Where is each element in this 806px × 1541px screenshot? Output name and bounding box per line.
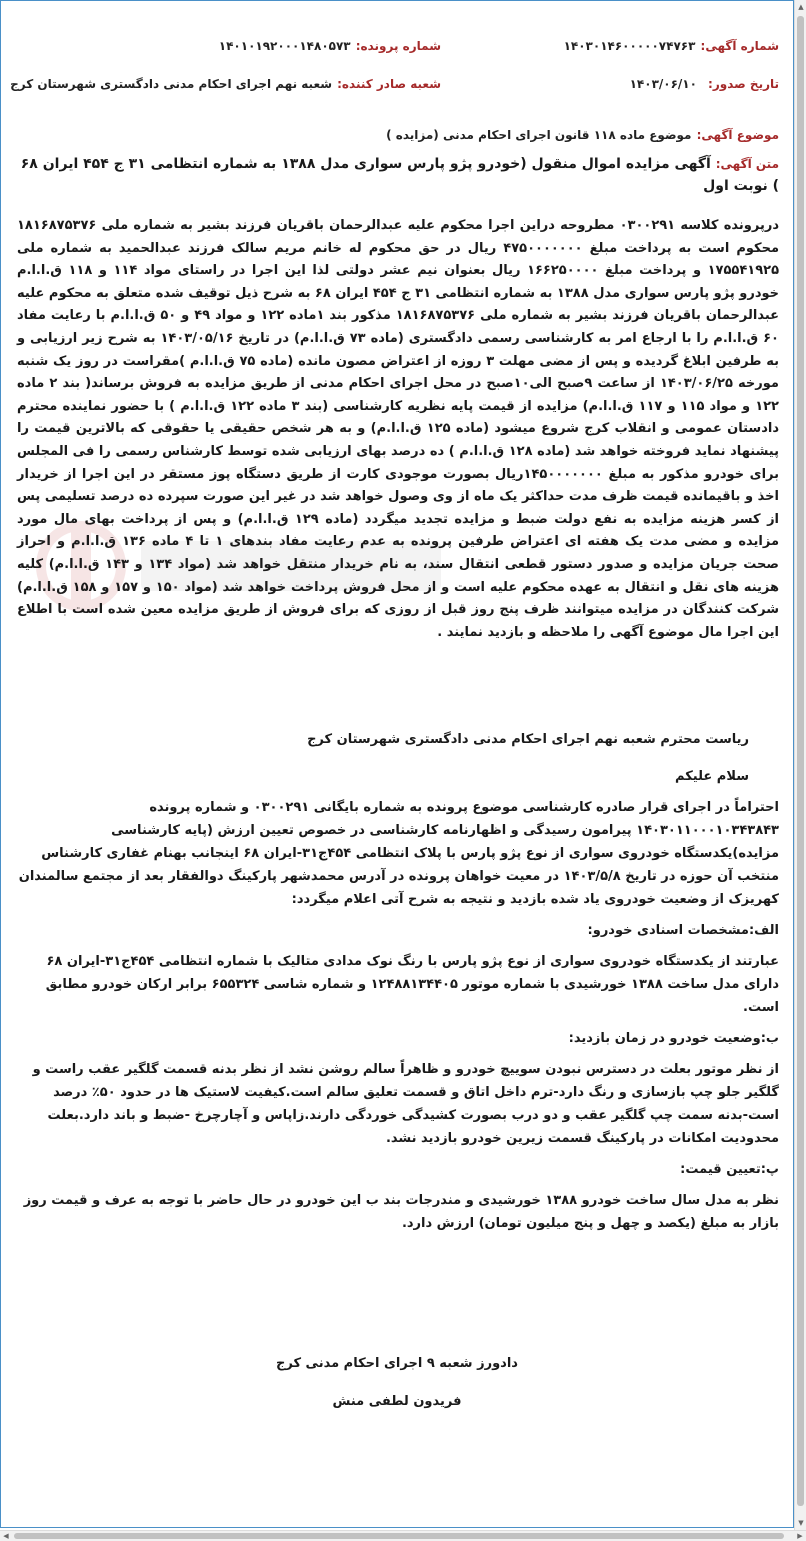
signature-name: فریدون لطفی منش (332, 1394, 462, 1409)
issue-date (630, 73, 779, 92)
ad-subject (386, 124, 779, 143)
ad-title (19, 153, 779, 197)
section-b-title: ب:وضعیت خودرو در زمان بازدید: (568, 1031, 779, 1046)
report-addressee: ریاست محترم شعبه نهم اجرای احکام مدنی دادگستری شهرستان کرج (307, 732, 749, 747)
section-a-title: الف:مشخصات اسنادی خودرو: (587, 923, 779, 938)
issuer-label: شعبه صادر کننده: (337, 77, 441, 91)
scroll-up-icon[interactable]: ▲ (798, 3, 804, 11)
case-number (219, 35, 441, 54)
section-a-text: عبارتند از یکدستگاه خودروی سواری از نوع پژو پارس با رنگ نوک مدادی متالیک با شماره انتظامی ۴۵۴ج۳۱-ایران ۶۸ دارای مدل ساخت ۱۳۸۸ خورشیدی با شماره موتور ۱۲۴۸۸۱۳۴۴۰۵ و شماره شاسی ۶۵۵۳۲۴ برابر ارکان خودرو مطابق است. (45, 954, 779, 1015)
horizontal-scrollbar[interactable] (0, 1530, 806, 1541)
report-intro: احتراماً در اجرای قرار صادره کارشناسی موضوع پرونده به شماره بایگانی ۰۳۰۰۲۹۱ و شماره پرونده ۱۴۰۳۰۱۱۰۰۰۱۰۳۴۳۸۴۳ پیرامون رسیدگی و اظهارنامه کارشناسی در خصوص تعیین ارزش (پایه کارشناسی مزایده)یکدستگاه خودروی سواری از نوع پژو پارس با پلاک انتظامی ۴۵۴ج۳۱-ایران ۶۸ اینجانب بهنام غفاری کارشناس منتخب آن حوزه در تاریخ ۱۴۰۳/۵/۸ در معیت خواهان پرونده در آدرس محمدشهر پارکینگ دوالفقار بعد از مجتمع سالمندان کهریزک از وضعیت خودروی یاد شده بازدید و نتیجه به شرح آتی اعلام میگردد: (18, 800, 779, 907)
ad-number (564, 35, 779, 54)
signature-title: دادورز شعبه ۹ اجرای احکام مدنی کرج (276, 1356, 518, 1371)
issuer-value: شعبه نهم اجرای احکام مدنی دادگستری شهرستان کرج (10, 77, 333, 91)
section-c-text: نظر به مدل سال ساخت خودرو ۱۳۸۸ خورشیدی و مندرجات بند ب این خودرو در حال حاضر با توجه به عرف و قیمت روز بازار به مبلغ (یکصد و چهل و پنج میلیون تومان) ارزش دارد. (23, 1193, 779, 1231)
ad-text-label: متن آگهی: (715, 157, 779, 171)
vertical-scrollbar[interactable] (794, 0, 806, 1530)
section-c-title: پ:تعیین قیمت: (680, 1162, 779, 1177)
case-number-value: ۱۴۰۱۰۱۹۲۰۰۰۱۴۸۰۵۷۳ (218, 39, 351, 53)
expert-report (17, 728, 779, 1235)
issue-date-value: ۱۴۰۳/۰۶/۱۰ (629, 77, 697, 91)
report-greeting: سلام علیکم (675, 769, 749, 784)
section-b-text: از نظر موتور بعلت در دسترس نبودن سوییچ خودرو و ظاهراً سالم روشن نشد از نظر بدنه قسمت گلگیر عقب راست و گلگیر جلو چپ بازسازی و رنگ دارد-ترم داخل اتاق و قسمت تعلیق سالم است.کیفیت لاستیک ها در حدود ۵۰٪ درصد است-بدنه سمت چپ گلگیر عقب و دو درب بصورت کشیدگی خوردگی دارند.زاپاس و آچارچرخ -ضبط و باند دارد.بعلت محدودیت امکانات در پارکینگ قسمت زیرین خودرو بازدید نشد. (32, 1062, 779, 1146)
horizontal-scroll-thumb[interactable] (14, 1533, 784, 1539)
case-number-label: شماره پرونده: (355, 39, 441, 53)
scroll-down-icon[interactable]: ▼ (798, 1519, 804, 1527)
issuer (10, 73, 441, 92)
vertical-scroll-thumb[interactable] (797, 16, 804, 1506)
ad-number-label: شماره آگهی: (700, 39, 779, 53)
ad-number-value: ۱۴۰۳۰۱۴۶۰۰۰۰۰۷۴۷۶۳ (563, 39, 696, 53)
subject-label: موضوع آگهی: (696, 128, 779, 142)
subject-value: موضوع ماده ۱۱۸ قانون اجرای احکام مدنی (مزایده ) (386, 128, 692, 142)
ad-title-text: آگهی مزایده اموال منقول (خودرو پژو پارس سواری مدل ۱۳۸۸ به شماره انتظامی ۳۱ ج ۴۵۴ ایران ۶۸ ) نوبت اول (20, 156, 779, 194)
scroll-right-icon[interactable]: ▶ (797, 1532, 803, 1540)
scroll-left-icon[interactable]: ◀ (3, 1532, 9, 1540)
issue-date-label: تاریخ صدور: (708, 77, 779, 91)
auction-paragraph: درپرونده کلاسه ۰۳۰۰۲۹۱ مطروحه دراین اجرا محکوم علیه عبدالرحمان باقریان فرزند بشیر به شماره ملی ۱۸۱۶۸۷۵۳۷۶ محکوم است به پرداخت مبلغ ۴۷۵۰۰۰۰۰۰۰ ریال در حق محکوم له خانم مریم سالک فرزند عبدالحمید به شماره ملی ۱۷۵۵۴۱۹۲۵ و پرداخت مبلغ ۱۶۶۲۵۰۰۰۰ ریال بعنوان نیم عشر دولتی لذا این اجرا در راستای مواد ۱۱۴ و ۱۱۸ ق.ا.ا.م خودرو پژو پارس سواری مدل ۱۳۸۸ به شماره انتظامی ۳۱ ج ۴۵۴ ایران ۶۸ به شرح ذیل توقیف شده متعلق به محکوم علیه عبدالرحمان باقریان فرزند بشیر به شماره ملی ۱۸۱۶۸۷۵۳۷۶ مذکور بند ۱ماده ۱۲۲ و مواد ۴۹ و ۵۰ ق.ا.ا.م با رعایت مفاد ۶۰ ق.ا.ا.م را با ارجاع امر به کارشناسی رسمی دادگستری (ماده ۷۳ ق.ا.ا.م) در تاریخ ۱۴۰۳/۰۵/۱۶ به شرح زیر ارزیابی و به طرفین ابلاغ گردیده و پس از مضی مهلت ۳ روزه از اعتراض مصون مانده (ماده ۷۵ ق.ا.ا.م )مقراست در روز یک شنبه مورخه ۱۴۰۳/۰۶/۲۵ از ساعت ۹صبح الی۱۰صبح در محل اجرای احکام مدنی از طریق مزایده به فروش برساند( بند ۲ ماده ۱۲۲ و مواد ۱۱۵ و ۱۱۷ ق.ا.ا.م) مزایده از قیمت پایه نظریه کارشناسی (بند ۳ ماده ۱۲۲ ق.ا.ا.م ) با حضور نماینده محترم دادستان عمومی و انقلاب کرج شروع میشود (ماده ۱۲۵ ق.ا.ا.م) و به هر شخص حقیقی یا حقوقی که بالاترین قیمت را پیشنهاد نماید فروخته خواهد شد (ماده ۱۲۸ ق.ا.ا.م ) ده درصد بهای ارزیابی شده توسط کارشناس رسمی را فی المجلس برای خودرو مذکور به مبلغ ۱۴۵۰۰۰۰۰۰۰ریال بصورت موجودی کارت از طریق دستگاه پوز مستقر در این اجرا از خریدار اخذ و باقیمانده قیمت ظرف مدت حداکثر یک ماه از وی وصول خواهد شد در غیر این صورت سپرده ده درصد تسلیمی پس از کسر هزینه مزایده به نفع دولت ضبط و مزایده تجدید میگردد (ماده ۱۲۹ ق.ا.ا.م) و پس از پرداخت بهای مال مورد مزایده و مضی مدت یک هفته ای اعتراض طرفین پرونده به عدم رعایت مفاد بندهای ۱ تا ۴ ماده ۱۳۶ ق.ا.ا.م و احراز صحت جریان مزایده و صدور دستور قطعی انتقال سند، به نام خریدار منتقل خواهد شد (مواد ۱۳۴ و ۱۴۳ ق.ا.ا.م) کلیه هزینه های نقل و انتقال به عهده محکوم علیه است و از محل فروش پرداخت خواهد شد (مواد ۱۵۰ و ۱۵۷ و ۱۵۸ ق.ا.ا.م) شرکت کنندگان در مزایده میتوانند ظرف پنج روز قبل از روزی که برای فروش از طریق مزایده معین شده است با اطلاع این اجرا مال موضوع آگهی را ملاحظه و بازدید نمایند . (17, 218, 780, 640)
